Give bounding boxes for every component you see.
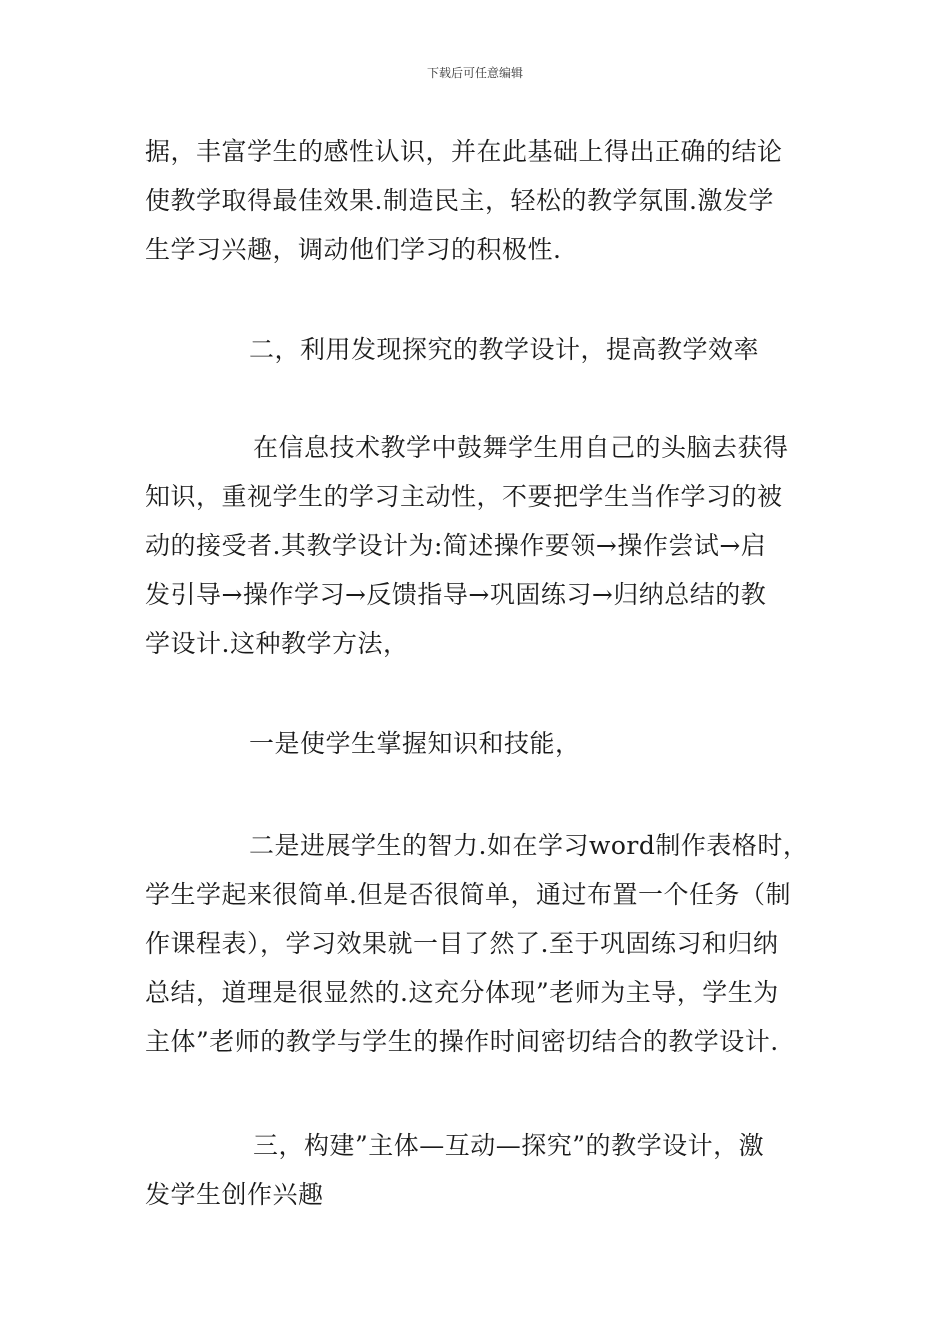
- section-heading-2: [145, 325, 919, 374]
- heading-text: 三，构建”主体—互动—探究”的教学设计，激: [253, 1131, 765, 1160]
- heading-text: 发学生创作兴趣: [145, 1180, 324, 1209]
- text-line: 学设计.这种教学方法，: [145, 629, 409, 658]
- text-line: 学生学起来很简单.但是否很简单，通过布置一个任务（制: [145, 880, 791, 909]
- text-line: 使教学取得最佳效果.制造民主，轻松的教学氛围.激发学: [145, 186, 774, 215]
- text-line: 作课程表），学习效果就一目了然了.至于巩固练习和归纳: [145, 929, 779, 958]
- text-line: 总结，道理是很显然的.这充分体现”老师为主导，学生为: [145, 978, 779, 1007]
- text-line: 动的接受者.其教学设计为:简述操作要领→操作尝试→启: [145, 531, 767, 560]
- heading-text: 二，利用发现探究的教学设计，提高教学效率: [249, 335, 760, 364]
- text-line: 发引导→操作学习→反馈指导→巩固练习→归纳总结的教: [145, 580, 767, 609]
- section-heading-3: [145, 1121, 815, 1219]
- paragraph-point-two: [145, 821, 815, 1066]
- text-line: 在信息技术教学中鼓舞学生用自己的头脑去获得: [253, 433, 789, 462]
- page-header: 下载后可任意编辑: [426, 66, 523, 80]
- text-line: 二是进展学生的智力.如在学习word制作表格时，: [249, 831, 809, 860]
- text-line: 主体”老师的教学与学生的操作时间密切结合的教学设计.: [145, 1027, 779, 1056]
- text-line: 知识，重视学生的学习主动性，不要把学生当作学习的被: [145, 482, 783, 511]
- text-line: 生学习兴趣，调动他们学习的积极性.: [145, 235, 562, 264]
- paragraph-point-one: [145, 719, 919, 768]
- paragraph-intro: [145, 127, 815, 274]
- text-line: 一是使学生掌握知识和技能，: [249, 729, 581, 758]
- paragraph-discovery: [145, 423, 815, 668]
- text-line: 据，丰富学生的感性认识，并在此基础上得出正确的结论: [145, 137, 783, 166]
